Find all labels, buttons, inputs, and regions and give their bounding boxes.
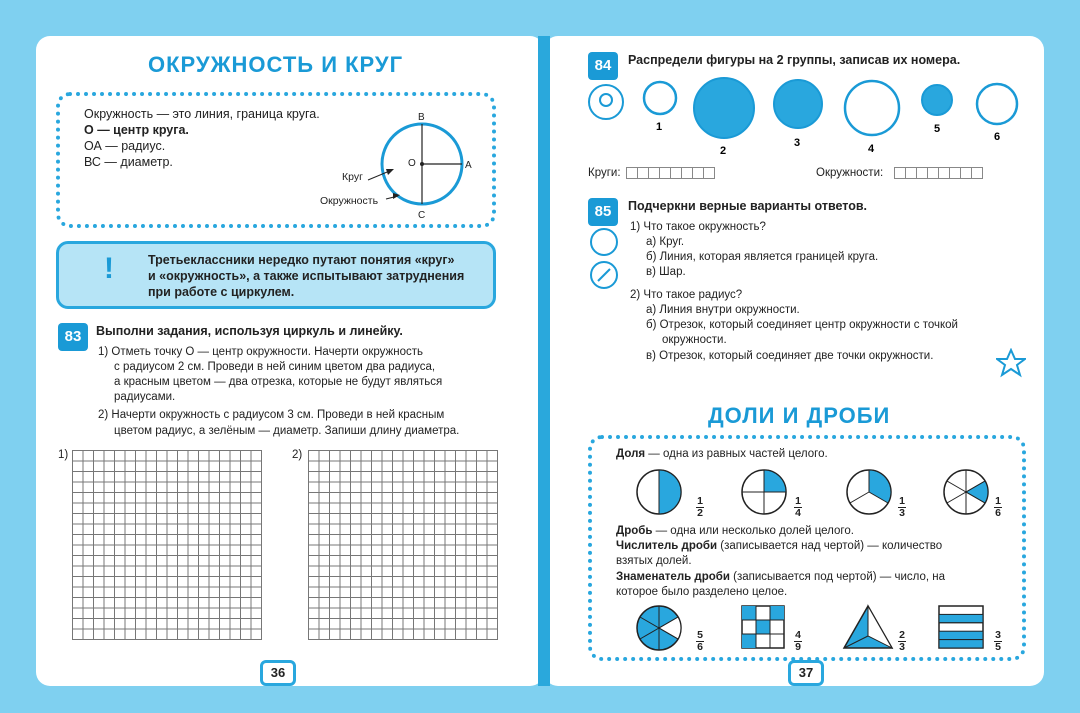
circle-diagram <box>300 104 490 222</box>
center-point <box>420 162 424 166</box>
half-shaded <box>659 470 681 514</box>
q1-option-b[interactable]: б) Линия, которая является границей круга. <box>646 251 879 263</box>
figure-6-ring <box>977 84 1017 124</box>
thinking-icon-head <box>600 94 612 106</box>
q2-option-b-line1[interactable]: б) Отрезок, который соединяет центр окружности с точкой <box>646 319 958 331</box>
task-83-item1-line3: а красным цветом — два отрезка, которые не будут являться <box>114 376 443 388</box>
q1-option-c[interactable]: в) Шар. <box>646 266 686 278</box>
task-84-number: 84 <box>588 52 618 80</box>
task-85-number: 85 <box>588 198 618 226</box>
strip-4 <box>939 631 983 639</box>
figure-6-label: 6 <box>994 131 1001 143</box>
task-83-item1-line4: радиусами. <box>114 391 176 403</box>
star-icon <box>996 348 1026 378</box>
page-number-right: 37 <box>788 660 824 686</box>
figure-5-label: 5 <box>934 123 941 135</box>
label-o: О <box>408 158 416 169</box>
dolya-term: Доля <box>616 448 646 460</box>
page-title-fractions: ДОЛИ И ДРОБИ <box>708 403 891 428</box>
note-line-1: Третьеклассники нередко путают понятия «круг» <box>148 253 455 267</box>
q1-option-a[interactable]: а) Круг. <box>646 236 685 248</box>
figure-2-label: 2 <box>720 145 727 157</box>
fraction-circles-row <box>636 468 1006 524</box>
thinking-icon <box>589 85 623 119</box>
figure-1-label: 1 <box>656 121 663 133</box>
figure-3-label: 3 <box>794 137 801 149</box>
figure-1-ring <box>644 82 676 114</box>
book-spine <box>538 36 550 686</box>
task-85-icons <box>588 228 624 292</box>
pencil-stroke <box>598 269 610 281</box>
nine-cell-7 <box>742 634 756 648</box>
label-c: С <box>418 210 426 221</box>
fraction-5-6: 5 6 <box>697 629 703 653</box>
drawing-grid-1[interactable] <box>72 450 262 640</box>
nine-cell-3 <box>770 606 784 620</box>
figure-5-disc <box>922 85 952 115</box>
q1: 1) Что такое окружность? <box>630 221 766 233</box>
task-83-item2-line2: цветом радиус, а зелёным — диаметр. Запиши длину диаметра. <box>114 425 460 437</box>
page-title-circle: ОКРУЖНОСТЬ И КРУГ <box>148 52 404 77</box>
fraction-2-3: 2 3 <box>899 629 905 653</box>
task-83-item1-line2: с радиусом 2 см. Проведи в ней синим цветом два радиуса, <box>114 361 436 373</box>
strip-2 <box>939 614 983 622</box>
label-circle: Круг <box>342 171 363 183</box>
def-circle-line: Окружность — это линия, граница круга. <box>84 107 320 121</box>
page-number-left: 36 <box>260 660 296 686</box>
task-84-heading: Распредели фигуры на 2 группы, записав их номера. <box>628 53 961 67</box>
def-drob: Дробь — одна или несколько долей целого. <box>616 525 854 537</box>
q2-option-a[interactable]: а) Линия внутри окружности. <box>646 304 800 316</box>
fraction-3-5: 3 5 <box>995 629 1001 653</box>
fraction-1-6: 1 6 <box>995 495 1001 519</box>
figure-3-disc <box>774 80 822 128</box>
fraction-4-9: 4 9 <box>795 629 801 653</box>
figure-4-ring <box>845 81 899 135</box>
def-dolya <box>616 447 828 462</box>
def-radius: ОА — радиус. <box>84 139 166 153</box>
def-center: О — центр круга. <box>84 123 189 137</box>
figures-row <box>584 72 1044 162</box>
task-83-heading: Выполни задания, используя циркуль и линейку. <box>96 324 403 338</box>
lightbulb-icon <box>591 229 617 255</box>
def-numerator-cont: взятых долей. <box>616 555 692 567</box>
def-denominator: Знаменатель дроби (записывается под чертой) — число, на <box>616 571 946 583</box>
circles-answer-cells[interactable] <box>626 167 714 179</box>
figure-4-label: 4 <box>868 143 875 155</box>
grid-2-label: 2) <box>292 449 303 461</box>
exclamation-icon: ! <box>104 252 114 285</box>
quarter-shaded <box>764 470 786 492</box>
fraction-1-3: 1 3 <box>899 495 905 519</box>
q2-option-b-line2[interactable]: окружности. <box>662 334 727 346</box>
def-numerator: Числитель дроби (записывается над чертой) — количество <box>616 540 943 552</box>
q2: 2) Что такое радиус? <box>630 289 743 301</box>
arrowhead-circle <box>386 169 394 175</box>
q2-option-c[interactable]: в) Отрезок, который соединяет две точки окружности. <box>646 350 934 362</box>
circles-answer-label: Круги: <box>588 167 621 179</box>
fraction-1-4: 1 4 <box>795 495 801 519</box>
label-ring: Окружность <box>320 195 379 207</box>
dolya-text: — одна из равных частей целого. <box>645 448 828 460</box>
rings-answer-label: Окружности: <box>816 167 884 179</box>
label-a: А <box>465 160 472 171</box>
task-83-item2-line1: 2) Начерти окружность с радиусом 3 см. Проведи в ней красным <box>98 409 445 421</box>
note-line-2: и «окружность», а также испытывают затруднения <box>148 269 465 283</box>
nine-cell-1 <box>742 606 756 620</box>
note-line-3: при работе с циркулем. <box>148 285 295 299</box>
def-denominator-cont: которое было разделено целое. <box>616 586 788 598</box>
strip-5 <box>939 640 983 648</box>
task-83-item1-line1: 1) Отметь точку О — центр окружности. Начерти окружность <box>98 346 424 358</box>
def-diameter: ВС — диаметр. <box>84 155 173 169</box>
drawing-grid-2[interactable] <box>308 450 498 640</box>
nine-cell-5 <box>756 620 770 634</box>
rings-answer-cells[interactable] <box>894 167 982 179</box>
fraction-shapes-row <box>636 604 1006 654</box>
task-83-number: 83 <box>58 323 88 351</box>
grid-1-label: 1) <box>58 449 69 461</box>
fraction-1-2: 1 2 <box>697 495 703 519</box>
label-b: В <box>418 112 425 123</box>
figure-2-disc <box>694 78 754 138</box>
task-85-heading: Подчеркни верные варианты ответов. <box>628 199 868 213</box>
